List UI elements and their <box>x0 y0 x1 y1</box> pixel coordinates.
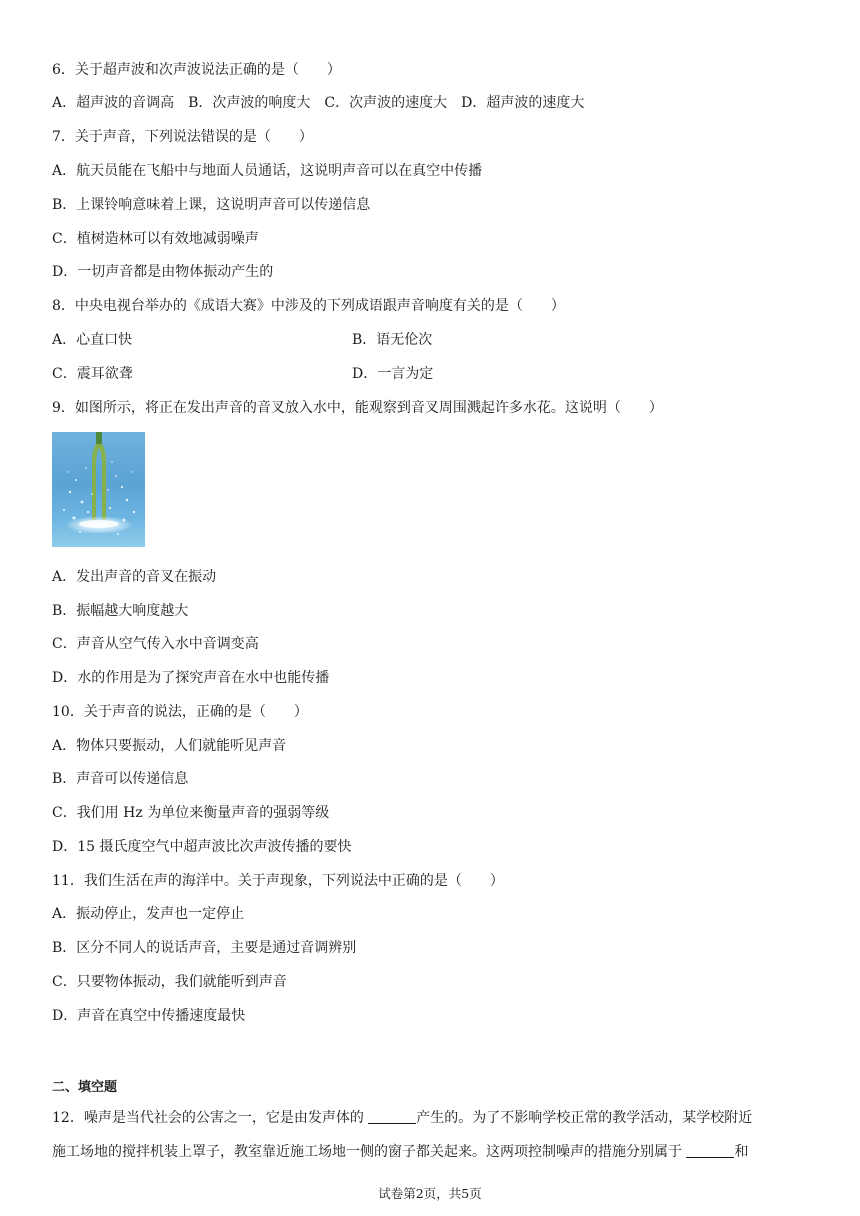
question-11-option-d: D．声音在真空中传播速度最快 <box>52 1008 246 1024</box>
question-8-option-b: B．语无伦次 <box>352 332 433 348</box>
question-10-option-b: B．声音可以传递信息 <box>52 771 189 787</box>
question-10-option-a: A．物体只要振动，人们就能听见声音 <box>52 738 287 754</box>
question-10-option-d: D．15 摄氏度空气中超声波比次声波传播的要快 <box>52 839 352 855</box>
question-12-text-part-3: 施工场地的搅拌机装上罩子，教室靠近施工场地一侧的窗子都关起来。这两项控制噪声的措施分别属于 <box>52 1144 687 1160</box>
question-8-option-a: A．心直口快 <box>52 332 133 348</box>
question-11-option-b: B．区分不同人的说话声音，主要是通过音调辨别 <box>52 940 357 956</box>
question-11-option-c: C．只要物体振动，我们就能听到声音 <box>52 974 287 990</box>
tuning-fork-in-water-image <box>52 432 145 547</box>
question-12-line-1 <box>52 1108 752 1128</box>
question-9-option-c: C．声音从空气传入水中音调变高 <box>52 636 259 652</box>
question-6-stem: 6．关于超声波和次声波说法正确的是（ ） <box>52 62 341 78</box>
page-footer: 试卷第2页，共5页 <box>378 1186 482 1201</box>
question-7-option-d: D．一切声音都是由物体振动产生的 <box>52 264 274 280</box>
question-11-option-a: A．振动停止，发声也一定停止 <box>52 906 245 922</box>
answer-blank-2[interactable] <box>686 1143 734 1158</box>
question-12-text-part-2: 产生的。为了不影响学校正常的教学活动，某学校附近 <box>416 1110 753 1126</box>
question-9-option-b: B．振幅越大响度越大 <box>52 603 189 619</box>
question-7-option-c: C．植树造林可以有效地减弱噪声 <box>52 231 259 247</box>
question-9-stem: 9．如图所示，将正在发出声音的音叉放入水中，能观察到音叉周围溅起许多水花。这说明（ ） <box>52 400 663 416</box>
answer-blank-1[interactable] <box>368 1109 416 1124</box>
question-10-stem: 10．关于声音的说法，正确的是（ ） <box>52 704 308 720</box>
question-8-stem: 8．中央电视台举办的《成语大赛》中涉及的下列成语跟声音响度有关的是（ ） <box>52 298 565 314</box>
question-7-option-a: A．航天员能在飞船中与地面人员通话，这说明声音可以在真空中传播 <box>52 163 483 179</box>
question-9-option-a: A．发出声音的音叉在振动 <box>52 569 217 585</box>
question-6-options: A．超声波的音调高 B．次声波的响度大 C．次声波的速度大 D．超声波的速度大 <box>52 95 585 111</box>
question-12-text-part-4: 和 <box>734 1144 749 1160</box>
question-11-stem: 11．我们生活在声的海洋中。关于声现象，下列说法中正确的是（ ） <box>52 873 504 889</box>
question-9-option-d: D．水的作用是为了探究声音在水中也能传播 <box>52 670 330 686</box>
question-8-option-d: D．一言为定 <box>352 366 434 382</box>
question-7-option-b: B．上课铃响意味着上课，这说明声音可以传递信息 <box>52 197 371 213</box>
question-12-line-2 <box>52 1142 748 1162</box>
question-7-stem: 7．关于声音，下列说法错误的是（ ） <box>52 129 313 145</box>
question-10-option-c: C．我们用 Hz 为单位来衡量声音的强弱等级 <box>52 805 330 821</box>
section-title: 二、填空题 <box>52 1080 118 1095</box>
question-8-option-c: C．震耳欲聋 <box>52 366 133 382</box>
question-12-text-part-1: 12．噪声是当代社会的公害之一，它是由发声体的 <box>52 1110 369 1126</box>
